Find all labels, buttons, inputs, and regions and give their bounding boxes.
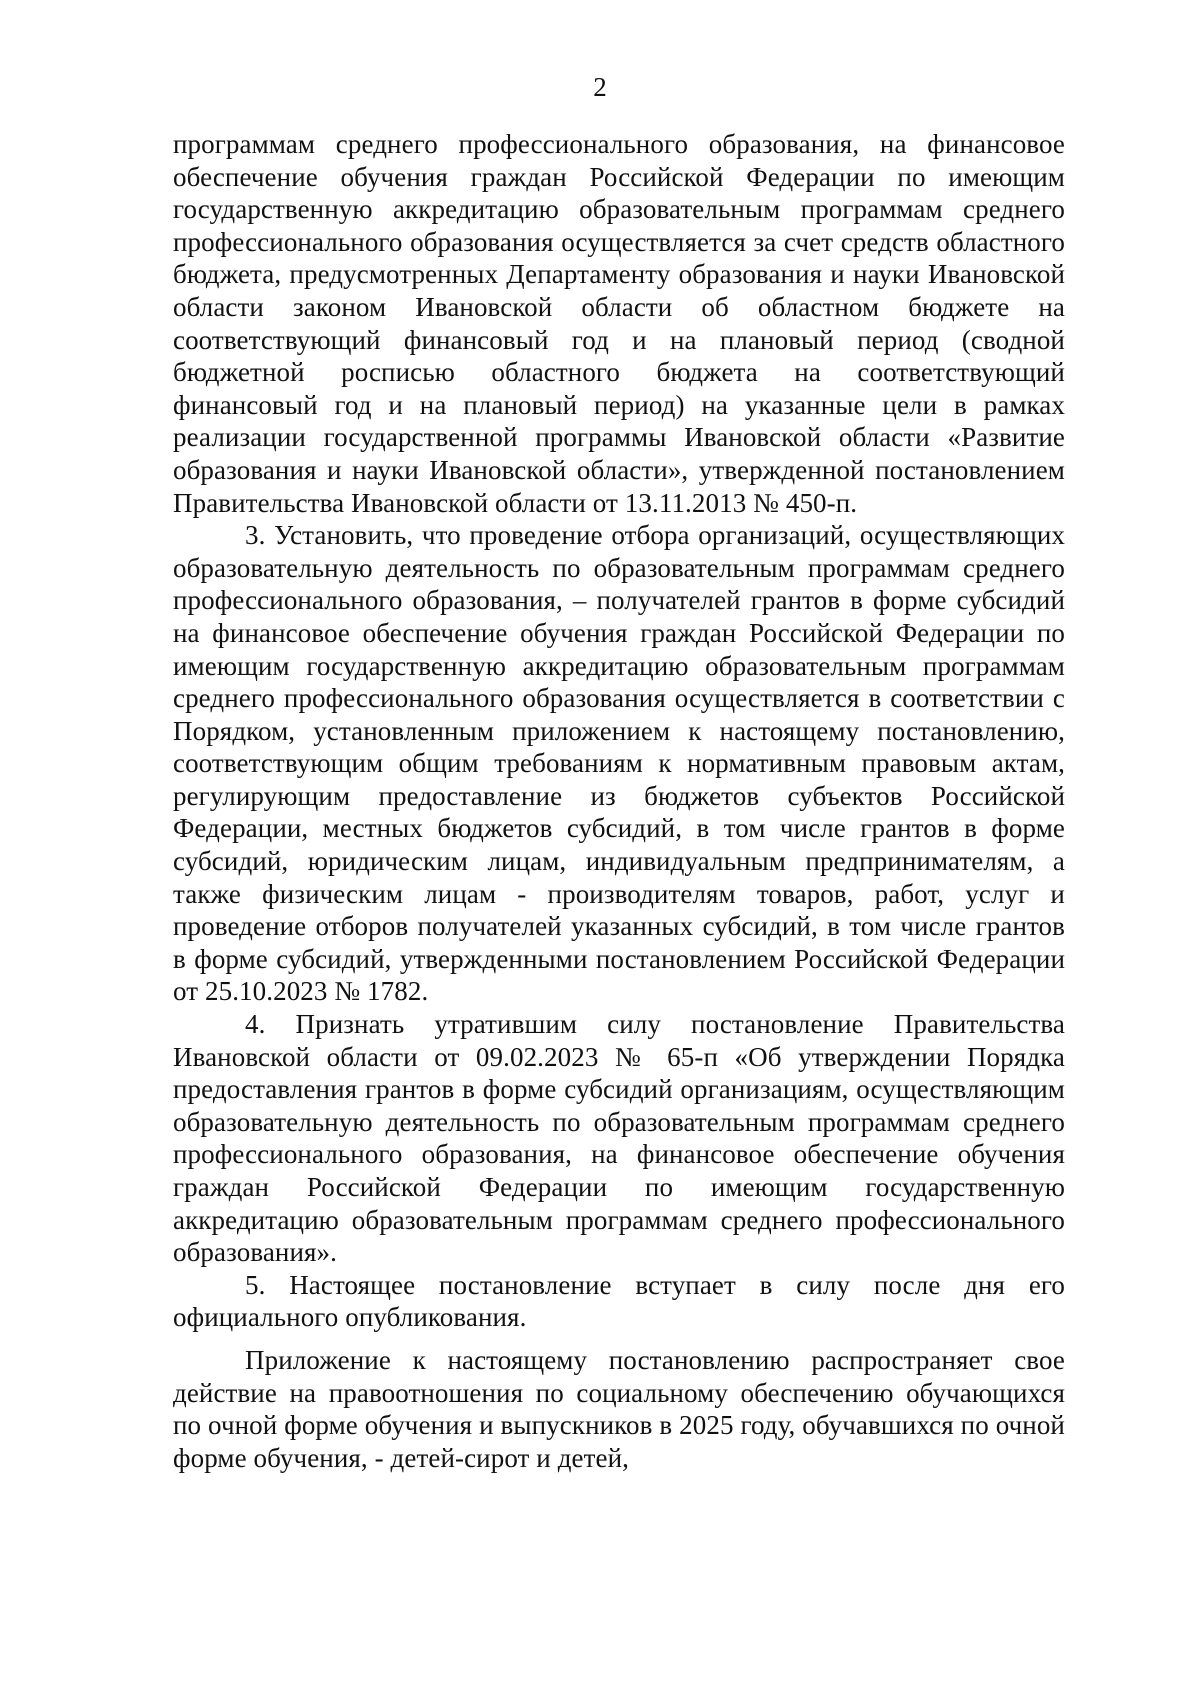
paragraph-item-3: 3. Установить, что проведение отбора организаций, осуществляющих образовательную деятельность по образовательным программам среднего профессионального образования, – получателей грантов в форме субсидий на финансовое обеспечение обучения граждан Российской Федерации по имеющим государственную аккредитацию образовательным программам среднего профессионального образования осуществляется в соответствии с Порядком, установленным приложением к настоящему постановлению, соответствующим общим требованиям к нормативным правовым актам, регулирующим предоставление из бюджетов субъектов Российской Федерации, местных бюджетов субсидий, в том числе грантов в форме субсидий, юридическим лицам, индивидуальным предпринимателям, а также физическим лицам - производителям товаров, работ, услуг и проведение отборов получателей указанных субсидий, в том числе грантов в форме субсидий, утвержденными постановлением Российской Федерации от 25.10.2023 № 1782.: [173, 520, 1065, 1007]
paragraph-item-5: 5. Настоящее постановление вступает в силу после дня его официального опубликования.: [173, 1269, 1065, 1333]
paragraph-appendix-note: Приложение к настоящему постановлению распространяет свое действие на правоотношения по социальному обеспечению обучающихся по очной форме обучения и выпускников в 2025 году, обучавшихся по очной форме обучения, - детей-сирот и детей,: [173, 1344, 1065, 1473]
paragraph-continuation: программам среднего профессионального образования, на финансовое обеспечение обучения граждан Российской Федерации по имеющим государственную аккредитацию образовательным программам среднего профессионального образования осуществляется за счет средств областного бюджета, предусмотренных Департаменту образования и науки Ивановской области законом Ивановской области об областном бюджете на соответствующий финансовый год и на плановый период (сводной бюджетной росписью областного бюджета на соответствующий финансовый год и на плановый период) на указанные цели в рамках реализации государственной программы Ивановской области «Развитие образования и науки Ивановской области», утвержденной постановлением Правительства Ивановской области от 13.11.2013 № 450-п.: [173, 129, 1065, 518]
page-number: 2: [593, 72, 607, 102]
paragraph-item-4: 4. Признать утратившим силу постановление Правительства Ивановской области от 09.02.2023 № 65-п «Об утверждении Порядка предоставления грантов в форме субсидий организациям, осуществляющим образовательную деятельность по образовательным программам среднего профессионального образования, на финансовое обеспечение обучения граждан Российской Федерации по имеющим государственную аккредитацию образовательным программам среднего профессионального образования».: [173, 1009, 1065, 1268]
document-body: [173, 128, 1065, 1474]
